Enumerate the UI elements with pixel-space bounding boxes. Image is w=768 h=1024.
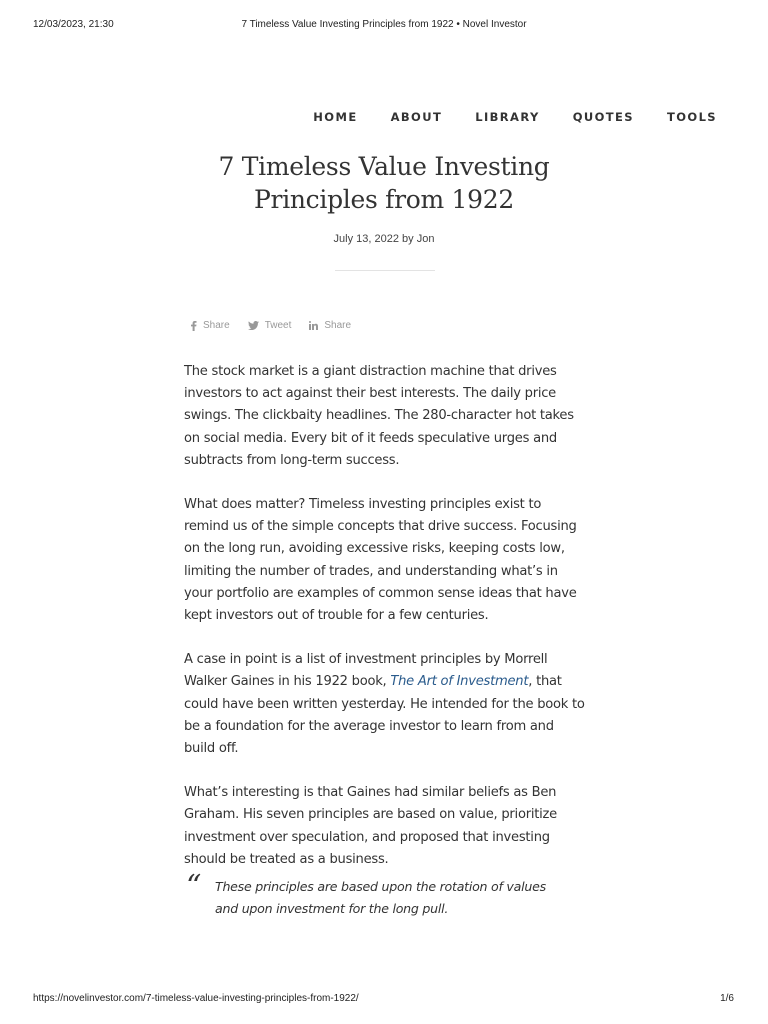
linkedin-icon [309, 321, 318, 330]
paragraph: The stock market is a giant distraction machine that drives investors to act against their best interests. The daily price swings. The clickbaity headlines. The 280-character hot takes on social media. Every bit of it feeds speculative urges and subtracts from long-term success. [184, 364, 574, 468]
paragraph-text: A case in point is a list of investment principles by Morrell Walker Gaines in his 1922 book, [184, 652, 548, 690]
divider [335, 270, 435, 271]
book-link[interactable]: The Art of Investment [390, 674, 529, 690]
twitter-share-label: Tweet [264, 320, 292, 331]
paragraph [184, 649, 586, 760]
paragraph: What’s interesting is that Gaines had similar beliefs as Ben Graham. His seven principles are based on value, prioritize investment over speculation, and proposed that investing should be treated as a business. [184, 785, 557, 867]
article-byline: July 13, 2022 by Jon [333, 233, 435, 245]
print-datetime: 12/03/2023, 21:30 [33, 19, 114, 30]
print-document-title: 7 Timeless Value Investing Principles from 1922 • Novel Investor [241, 19, 527, 30]
nav-tools[interactable]: TOOLS [666, 110, 717, 124]
facebook-share-label: Share [203, 320, 230, 331]
facebook-share-button[interactable] [191, 320, 230, 331]
nav-home[interactable]: HOME [313, 110, 358, 124]
article-title-line2: Principles from 1922 [254, 185, 514, 214]
article-title-line1: 7 Timeless Value Investing [218, 152, 550, 181]
linkedin-share-button[interactable] [309, 320, 351, 331]
paragraph-text: , that could have been written yesterday. He intended for the book to be a foundation for the average investor to learn from and build off. [184, 674, 585, 757]
nav-quotes[interactable]: QUOTES [572, 110, 634, 124]
print-url: https://novelinvestor.com/7-timeless-value-investing-principles-from-1922/ [33, 993, 359, 1004]
twitter-icon [248, 321, 259, 330]
quote-mark-icon: “ [186, 869, 202, 904]
share-bar [191, 320, 369, 331]
article-body [184, 361, 586, 893]
page-number: 1/6 [720, 993, 734, 1004]
main-nav [313, 110, 717, 126]
linkedin-share-label: Share [324, 320, 352, 331]
print-footer [0, 993, 768, 1007]
quote-text: These principles are based upon the rotation of values and upon investment for the long pull. [215, 879, 546, 917]
facebook-icon [191, 321, 197, 331]
nav-about[interactable]: ABOUT [390, 110, 443, 124]
blockquote [184, 869, 564, 920]
article-title [184, 150, 584, 216]
nav-library[interactable]: LIBRARY [475, 110, 540, 124]
twitter-share-button[interactable] [248, 320, 292, 331]
print-header [0, 19, 768, 33]
paragraph: What does matter? Timeless investing principles exist to remind us of the simple concepts that drive success. Focusing on the long run, avoiding excessive risks, keeping costs low, limiting the number of trades, and understanding what’s in your portfolio are examples of common sense ideas that have kept investors out of trouble for a few centuries. [184, 497, 577, 624]
